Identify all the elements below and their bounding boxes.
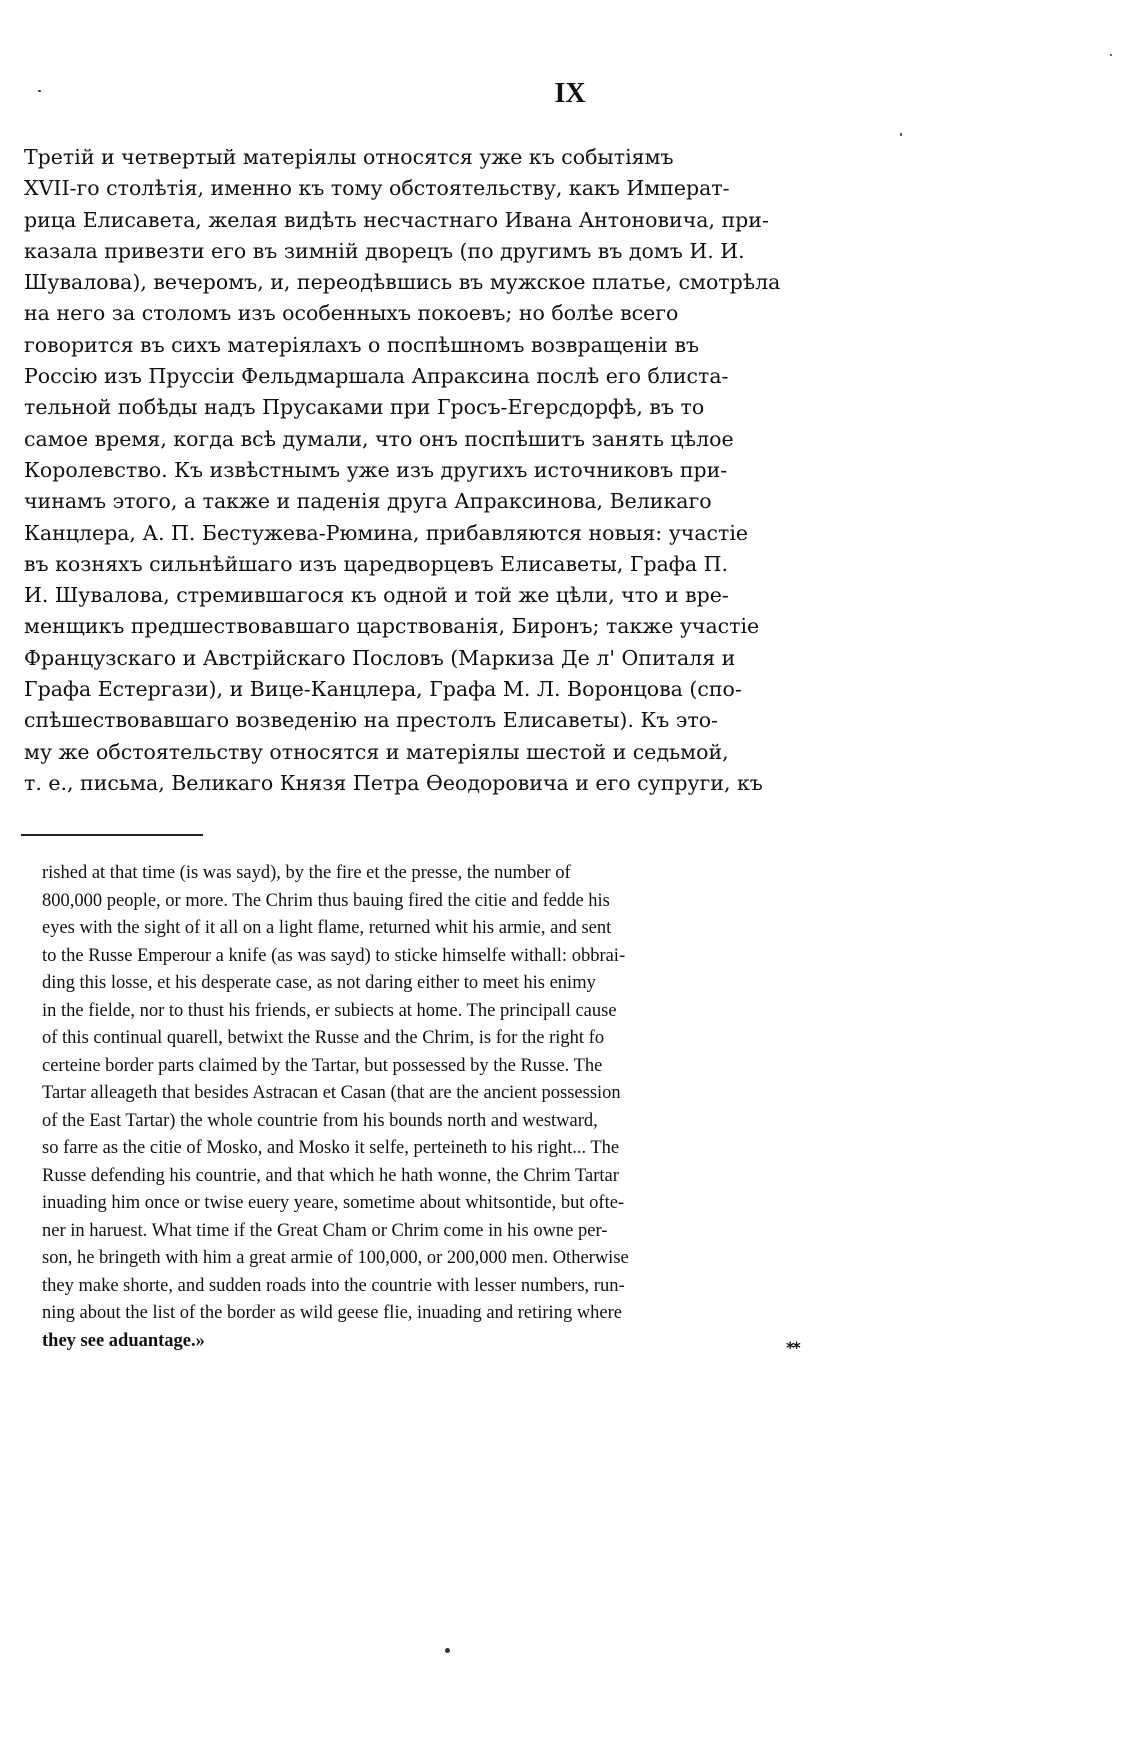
main-text-line: Французскаго и Австрійскаго Пословъ (Маркиза Де л' Опиталя и [24,645,736,670]
main-text-line: му же обстоятельству относятся и матеріялы шестой и седьмой, [24,739,729,764]
footnote-last-line: they see aduantage.» [42,1330,205,1351]
scan-speck [900,133,902,136]
main-text-line: Россію изъ Пруссіи Фельдмаршала Апраксина послѣ его блиста- [24,364,729,389]
footnote-line: to the Russe Emperour a knife (as was sayd) to sticke himselfe withall: obbrai- [42,945,626,966]
scan-speck [38,90,41,92]
main-text-line: т. е., письма, Великаго Князя Петра Өеодоровича и его супруги, къ [24,770,763,795]
main-text-line: чинамъ этого, а также и паденія друга Апраксинова, Великаго [24,489,712,514]
footnote-line: they make shorte, and sudden roads into the countrie with lesser numbers, run- [42,1275,625,1296]
main-text-line: менщикъ предшествовавшаго царствованія, Биронъ; также участіе [24,614,760,639]
footnote-line: ner in haruest. What time if the Great Cham or Chrim come in his owne per- [42,1220,608,1241]
main-text-line: Третій и четвертый матеріялы относятся уже къ событіямъ [24,145,674,169]
main-text-line: въ козняхъ сильнѣйшаго изъ царедворцевъ Елисаветы, Графа П. [24,551,728,576]
footnote-block [42,860,872,1355]
scan-speck [445,1648,450,1653]
footnote-line: of the East Tartar) the whole countrie from his bounds north and westward, [42,1110,598,1131]
main-text-line: Графа Естергази), и Вице-Канцлера, Графа М. Л. Воронцова (спо- [24,677,742,702]
footnote-line: so farre as the citie of Mosko, and Mosko it selfe, perteineth to his right... The [42,1138,620,1158]
footnote-line: ding this losse, et his desperate case, as not daring either to meet his enimy [42,973,596,993]
signature-mark: ** [786,1338,799,1357]
footnote-line: Russe defending his countrie, and that which he hath wonne, the Chrim Tartar [42,1165,619,1186]
footnote-line: Tartar alleageth that besides Astracan et Casan (that are the ancient possession [42,1083,621,1103]
footnote-line: 800,000 people, or more. The Chrim thus bauing fired the citie and fedde his [42,890,610,911]
footnote-rule [21,834,203,836]
main-text-line: Шувалова), вечеромъ, и, переодѣвшись въ мужское платье, смотрѣла [24,270,781,295]
main-text-line: самое время, когда всѣ думали, что онъ поспѣшитъ занять цѣлое [24,426,734,451]
main-text-block [24,142,876,799]
scan-speck [1110,54,1112,56]
main-text-line: говорится въ сихъ матеріялахъ о поспѣшномъ возвращеніи въ [24,332,700,357]
footnote-line: eyes with the sight of it all on a light flame, returned whit his armie, and sent [42,918,612,938]
footnote-line: inuading him once or twise euery yeare, sometime about whitsontide, but ofte- [42,1193,625,1213]
main-text-line: рица Елисавета, желая видѣть несчастнаго Ивана Антоновича, при- [24,207,769,232]
footnote-line: rished at that time (is was sayd), by the fire et the presse, the number of [42,863,571,883]
main-text-line: казала привезти его въ зимній дворецъ (по другимъ въ домъ И. И. [24,238,745,263]
main-text-line: тельной побѣды надъ Прусаками при Гросъ-Егерсдорфѣ, въ то [24,395,705,420]
main-text-line: И. Шувалова, стремившагося къ одной и той же цѣли, что и вре- [24,583,729,608]
footnote-line: certeine border parts claimed by the Tartar, but possessed by the Russe. The [42,1055,603,1076]
main-text-line: на него за столомъ изъ особенныхъ покоевъ; но болѣе всего [24,301,679,326]
footnote-line: of this continual quarell, betwixt the Russe and the Chrim, is for the right fo [42,1028,605,1048]
page-number: IX [554,78,586,109]
footnote-line: in the fielde, nor to thust his friends, er subiects at home. The principall cause [42,1000,617,1021]
footnote-line: ning about the list of the border as wild geese flie, inuading and retiring where [42,1303,623,1323]
main-text-line: Канцлера, А. П. Бестужева-Рюмина, прибавляются новыя: участіе [24,520,749,545]
main-text-line: спѣшествовавшаго возведенію на престолъ Елисаветы). Къ это- [24,708,718,733]
footnote-line: son, he bringeth with him a great armie of 100,000, or 200,000 men. Otherwise [42,1248,629,1268]
main-text-line: Королевство. Къ извѣстнымъ уже изъ другихъ источниковъ при- [24,457,728,482]
main-text-line: XVII-го столѣтія, именно къ тому обстоятельству, какъ Императ- [24,176,730,201]
